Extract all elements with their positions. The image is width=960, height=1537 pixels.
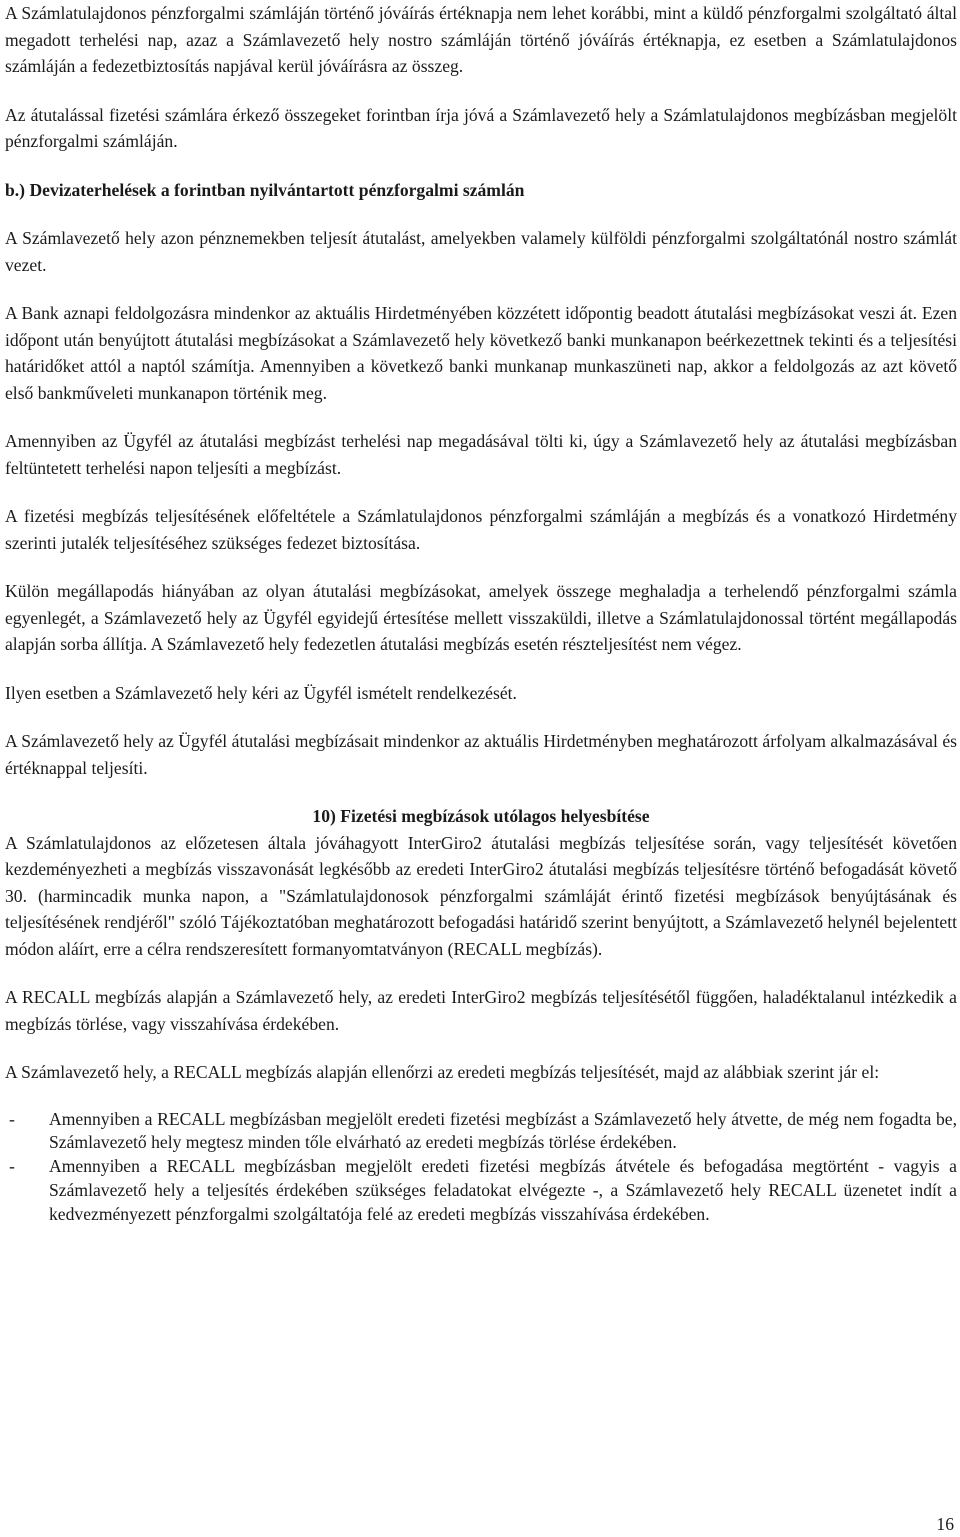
list-item (5, 1155, 957, 1226)
recall-procedure-list (5, 1108, 957, 1227)
paragraph-nostro-currencies: A Számlavezető hely azon pénznemekben teljesít átutalást, amelyekben valamely külföldi pénzforgalmi szolgáltatónál nostro számlát vezet. (5, 228, 957, 275)
list-item-text: Amennyiben a RECALL megbízásban megjelölt eredeti fizetési megbízás átvétele és befogadása megtörtént - vagyis a Számlavezető hely a teljesítés érdekében szükséges feladatokat elvégezte -, a Számlavezető hely RECALL üzenetet indít a kedvezményezett pénzforgalmi szolgáltatója felé az eredeti megbízás visszahívása érdekében. (49, 1156, 957, 1224)
document-page (5, 0, 957, 1226)
subheading-currency-debits: b.) Devizaterhelések a forintban nyilvántartott pénzforgalmi számlán (5, 179, 525, 200)
list-dash: - (9, 1108, 15, 1129)
page-number: 16 (936, 1514, 954, 1534)
list-item-text: Amennyiben a RECALL megbízásban megjelölt eredeti fizetési megbízást a Számlavezető hely átvette, de még nem fogadta be, Számlavezető hely megtesz minden tőle elvárható az eredeti megbízás törlése érdekében. (49, 1108, 957, 1153)
paragraph-daily-processing: A Bank aznapi feldolgozásra mindenkor az aktuális Hirdetményében közzétett időpontig beadott átutalási megbízásokat veszi át. Ezen időpont után benyújtott átutalási megbízásokat a Számlavezető hely következő banki munkanapon beérkezettnek tekinti és a teljesítési határidőket attól a naptól számítja. Amennyiben a következő banki munkanap munkaszüneti nap, akkor a feldolgozás az azt követő első bankműveleti munkanapon történik meg. (5, 303, 957, 403)
paragraph-debit-date: Amennyiben az Ügyfél az átutalási megbízást terhelési nap megadásával tölti ki, úgy a Számlavezető hely az átutalási megbízásban feltüntetett terhelési napon teljesíti a megbízást. (5, 431, 957, 478)
paragraph-insufficient-funds: Külön megállapodás hiányában az olyan átutalási megbízásokat, amelyek összege meghaladja a terhelendő pénzforgalmi számla egyenlegét, a Számlavezető hely az Ügyfél egyidejű értesítése mellett visszaküldi, illetve a Számlatulajdonossal történt megállapodás alapján sorba állítja. A Számlavezető hely fedezetlen átutalási megbízás esetén részteljesítést nem végez. (5, 581, 957, 654)
paragraph-exchange-rate: A Számlavezető hely az Ügyfél átutalási megbízásait mindenkor az aktuális Hirdetményben meghatározott árfolyam alkalmazásával és értéknappal teljesíti. (5, 731, 957, 778)
paragraph-recall-initiation: A Számlatulajdonos az előzetesen általa jóváhagyott InterGiro2 átutalási megbízás teljesítése során, vagy teljesítését követően kezdeményezheti a megbízás visszavonását legkésőbb az eredeti InterGiro2 átutalási megbízás teljesítésre történő befogadását követő 30. (harmincadik munka napon, a "Számlatulajdonosok pénzforgalmi számláját érintő fizetési megbízások benyújtásának és teljesítésének rendjéről" szóló Tájékoztatóban meghatározott befogadási határidő szerint benyújtott, a Számlavezető helynél bejelentett módon aláírt, erre a célra rendszeresített formanyomtatványon (RECALL megbízás). (5, 832, 957, 959)
paragraph-precondition: A fizetési megbízás teljesítésének előfeltétele a Számlatulajdonos pénzforgalmi számláján a megbízás és a vonatkozó Hirdetmény szerinti jutalék teljesítéséhez szükséges fedezet biztosítása. (5, 506, 957, 553)
paragraph-recall-action: A RECALL megbízás alapján a Számlavezető hely, az eredeti InterGiro2 megbízás teljesítésétől függően, haladéktalanul intézkedik a megbízás törlése, vagy visszahívása érdekében. (5, 987, 957, 1034)
list-dash: - (9, 1156, 15, 1177)
paragraph-value-date: A Számlatulajdonos pénzforgalmi számláján történő jóváírás értéknapja nem lehet korábbi, mint a küldő pénzforgalmi szolgáltató által megadott terhelési nap, azaz a Számlavezető hely nostro számláján történő jóváírás értéknapja, ez esetben a Számlatulajdonos számláján a fedezetbiztosítás napjával kerül jóváírásra az összeg. (5, 3, 957, 76)
paragraph-recall-check: A Számlavezető hely, a RECALL megbízás alapján ellenőrzi az eredeti megbízás teljesítését, majd az alábbiak szerint jár el: (5, 1062, 880, 1082)
list-item (5, 1108, 957, 1156)
section-title-correction: 10) Fizetési megbízások utólagos helyesbítése (312, 806, 650, 826)
paragraph-repeat-instruction: Ilyen esetben a Számlavezető hely kéri az Ügyfél ismételt rendelkezését. (5, 682, 517, 703)
paragraph-incoming-transfers: Az átutalással fizetési számlára érkező összegeket forintban írja jóvá a Számlavezető hely a Számlatulajdonos megbízásban megjelölt pénzforgalmi számláján. (5, 104, 957, 151)
